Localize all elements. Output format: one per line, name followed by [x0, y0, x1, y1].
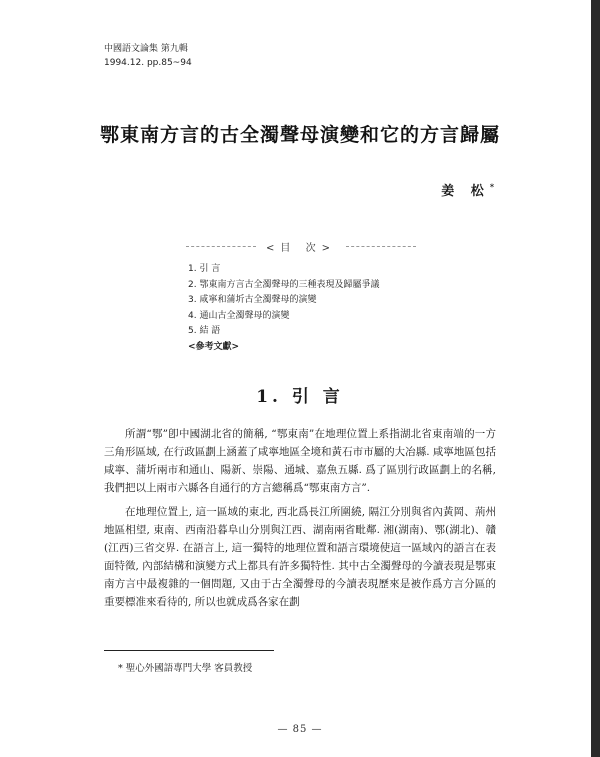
author-footnote-mark: *	[489, 181, 494, 192]
author-name: 姜 松	[441, 184, 490, 199]
citation-info: 1994.12. pp.85~94	[104, 58, 192, 68]
body-text	[104, 425, 496, 617]
series-info	[104, 42, 192, 70]
toc-heading-row	[186, 239, 416, 254]
page-number: — 85 —	[277, 724, 323, 735]
paragraph-1: 所謂“鄂”卽中國湖北省的簡稱, “鄂東南”在地理位置上系指湖北省東南端的一方三角形區域, 在行政區劃上涵蓋了咸寧地區全境和黃石市市屬的大冶縣. 咸寧地區包括咸寧、蒲圻兩市和通山、陽新、崇陽、通城、嘉魚五縣. 爲了區別行政區劃上的名稱, 我們把以上兩市六縣各自通行的方言總稱爲“鄂東南方言”.	[104, 428, 496, 494]
table-of-contents	[188, 262, 379, 355]
paragraph-2: 在地理位置上, 這一區域的東北, 西北爲長江所圍繞, 隔江分別與省內黃岡、荊州地區相望, 東南、西南沿暮阜山分別與江西、湖南兩省毗鄰. 湘(湖南)、鄂(湖北)、贛(江西)三省交界. 在語言上, 這一獨特的地理位置和語言環境使這一區域內的語言在表面特徵, 內部結構和演變方式上都具有許多獨特性. 其中古全濁聲母的今讀表現是鄂東南方言中最複雜的一個問題, 又由于古全濁聲母的今讀表現歷來是被作爲方言分區的重要標准來看待的, 所以也就成爲各家在劃	[104, 506, 496, 608]
footnote: * 聖心外國語專門大學 客員教授	[118, 663, 253, 674]
scan-edge	[591, 0, 600, 757]
toc-item-2: 2. 鄂東南方言古全濁聲母的三種表現及歸屬爭議	[188, 279, 380, 290]
journal-name: 中國語文論集 第九輯	[104, 44, 188, 54]
toc-item-3: 3. 咸寧和蒲圻古全濁聲母的演變	[188, 295, 317, 305]
footnote-rule	[104, 650, 274, 651]
toc-item-5: 5. 結 語	[188, 326, 221, 336]
toc-divider-right	[346, 246, 416, 247]
toc-heading: <目 次>	[266, 243, 336, 254]
toc-references: <參考文獻>	[188, 341, 240, 352]
section-title: 1. 引 言	[256, 387, 344, 407]
author	[441, 180, 494, 199]
toc-item-1: 1. 引 言	[188, 264, 221, 274]
toc-item-4: 4. 通山古全濁聲母的演變	[188, 310, 290, 321]
toc-divider-left	[186, 246, 256, 247]
paper-title: 鄂東南方言的古全濁聲母演變和它的方言歸屬	[99, 124, 500, 146]
